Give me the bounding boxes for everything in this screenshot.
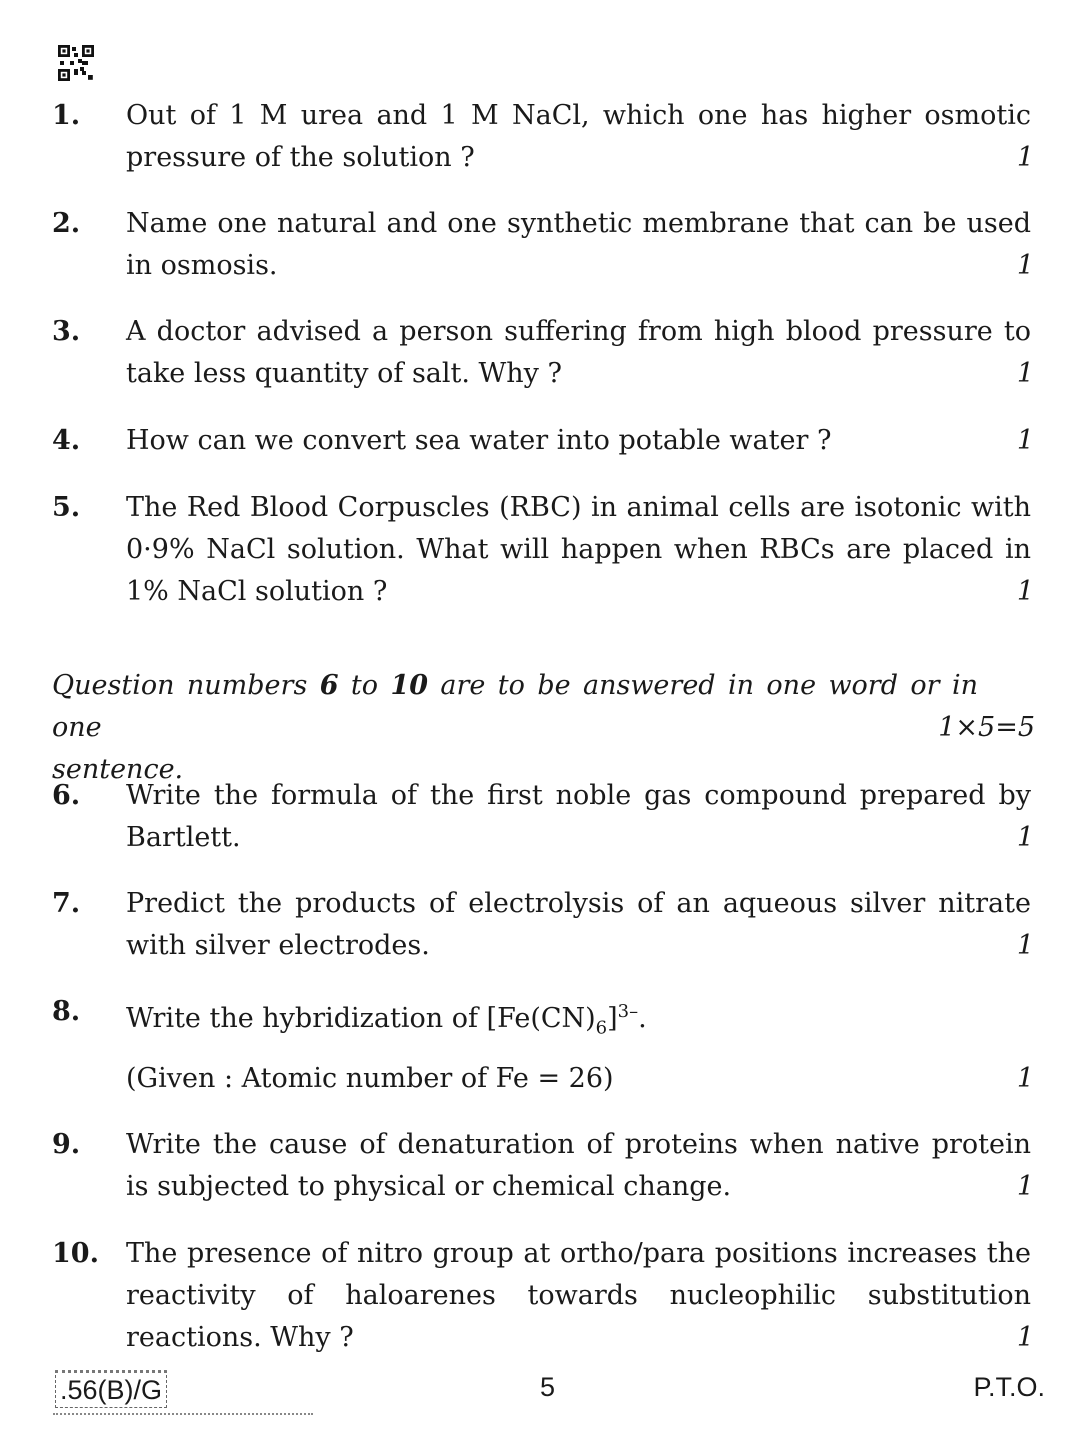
question-marks: 1 <box>1016 358 1034 389</box>
section-instruction <box>52 665 1035 791</box>
question-text: The presence of nitro group at ortho/para positions increases the reactivity of haloarenes towards nucleophilic substitution reactions. Why ? <box>126 1238 1031 1353</box>
question-number: 1. <box>52 100 81 131</box>
question-number: 7. <box>52 888 81 919</box>
question-marks: 1 <box>1016 142 1034 173</box>
question-3 <box>52 311 1042 395</box>
question-marks: 1 <box>1016 1322 1034 1353</box>
question-9 <box>52 1124 1042 1208</box>
question-marks: 1 <box>1016 250 1034 281</box>
page-number: 5 <box>540 1372 556 1402</box>
question-text: Write the formula of the first noble gas compound prepared by Bartlett. <box>126 780 1031 853</box>
question-text: The Red Blood Corpuscles (RBC) in animal cells are isotonic with 0·9% NaCl solution. What will happen when RBCs are placed in 1% NaCl solution ? <box>126 492 1031 607</box>
question-given: (Given : Atomic number of Fe = 26) <box>126 1063 614 1094</box>
question-text: A doctor advised a person suffering from high blood pressure to take less quantity of salt. Why ? <box>126 316 1031 389</box>
formula-subscript: 6 <box>595 1017 608 1039</box>
question-number: 6. <box>52 780 81 811</box>
question-5 <box>52 487 1042 613</box>
paper-code <box>55 1370 167 1408</box>
formula-superscript: 3– <box>617 1001 639 1022</box>
paper-code-text: .56(B)/G <box>60 1375 163 1405</box>
question-marks: 1 <box>1016 576 1034 607</box>
question-marks: 1 <box>1016 1063 1034 1094</box>
question-number: 2. <box>52 208 81 239</box>
question-marks: 1 <box>1016 930 1034 961</box>
instruction-to: 10 <box>390 670 429 701</box>
question-marks: 1 <box>1016 822 1034 853</box>
formula-text: Write the hybridization of [Fe(CN) <box>126 1003 596 1034</box>
qr-code-icon <box>58 45 94 81</box>
question-text: Predict the products of electrolysis of an aqueous silver nitrate with silver electrodes. <box>126 888 1031 961</box>
question-text: Name one natural and one synthetic membrane that can be used in osmosis. <box>126 208 1031 281</box>
question-number: 10. <box>52 1238 99 1269</box>
section-marks: 1×5=5 <box>938 712 1035 743</box>
formula-bracket: ] <box>607 1003 618 1034</box>
instruction-from: 6 <box>319 670 339 701</box>
question-7 <box>52 883 1042 967</box>
question-marks: 1 <box>1016 1171 1034 1202</box>
question-text: How can we convert sea water into potable water ? <box>126 425 832 456</box>
instruction-to-word: to <box>338 670 391 701</box>
instruction-line-2: sentence. <box>52 754 184 785</box>
question-6 <box>52 775 1042 859</box>
question-number: 8. <box>52 996 81 1027</box>
instruction-text-2: are to be answered in one word or in one <box>52 670 978 743</box>
please-turn-over: P.T.O. <box>973 1372 1045 1402</box>
question-10 <box>52 1233 1042 1359</box>
question-2 <box>52 203 1042 287</box>
question-1 <box>52 95 1042 179</box>
question-text: Write the cause of denaturation of proteins when native protein is subjected to physical or chemical change. <box>126 1129 1031 1202</box>
formula-end: . <box>638 1003 647 1034</box>
instruction-text: Question numbers <box>52 670 320 701</box>
code-dotted-rule <box>53 1413 313 1419</box>
question-text: Out of 1 M urea and 1 M NaCl, which one has higher osmotic pressure of the solution ? <box>126 100 1031 173</box>
question-marks: 1 <box>1016 425 1034 456</box>
question-number: 3. <box>52 316 81 347</box>
question-number: 9. <box>52 1129 81 1160</box>
question-8 <box>52 991 1042 1101</box>
question-4 <box>52 420 1042 462</box>
question-text <box>126 991 1031 1049</box>
question-number: 4. <box>52 425 81 456</box>
question-number: 5. <box>52 492 81 523</box>
instruction-line <box>52 665 978 749</box>
